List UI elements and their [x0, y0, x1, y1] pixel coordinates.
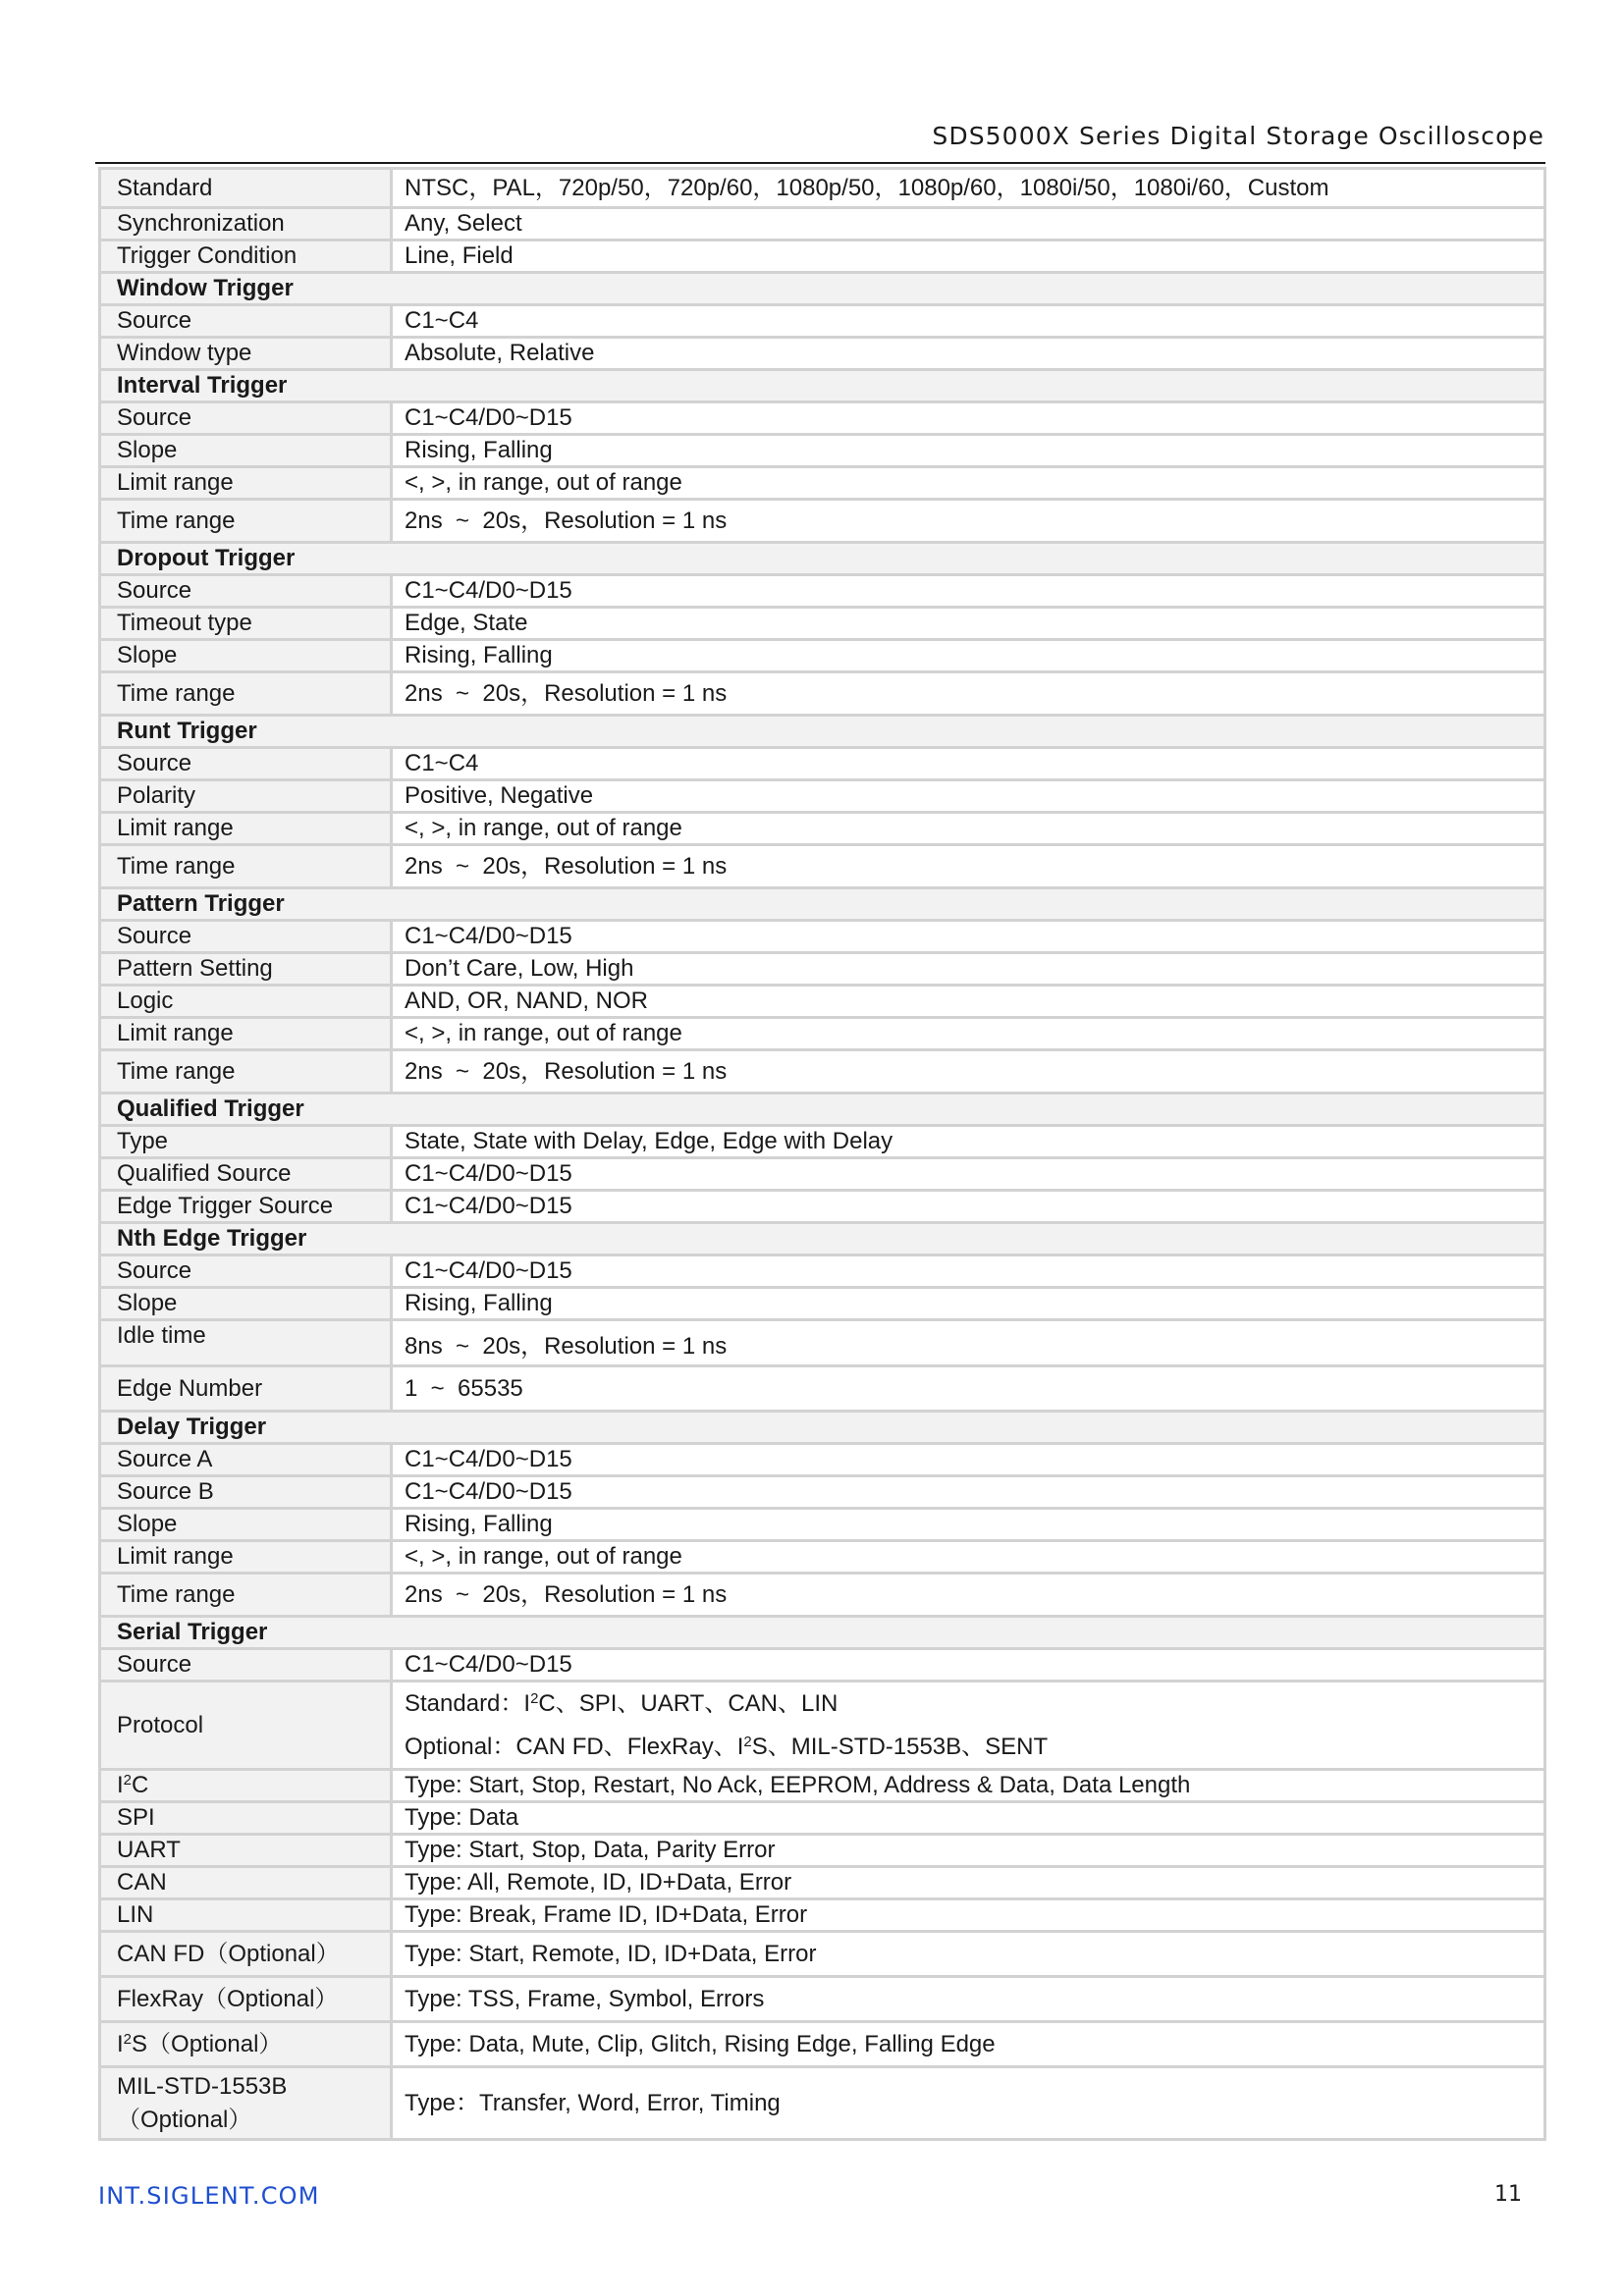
row-value: NTSC，PAL，720p/50，720p/60，1080p/50，1080p/60，1080i/50，1080i/60，Custom: [392, 169, 1545, 208]
row-value: 2ns ~ 20s，Resolution = 1 ns: [392, 500, 1545, 543]
row-value: 2ns ~ 20s，Resolution = 1 ns: [392, 1050, 1545, 1094]
section-heading: Pattern Trigger: [100, 888, 1545, 921]
row-label: Idle time: [100, 1320, 392, 1366]
spec-table: [98, 167, 1546, 2141]
row-label: LIN: [100, 1899, 392, 1932]
table-row: [100, 845, 1545, 888]
table-row: [100, 208, 1545, 240]
row-label: CAN FD（Optional）: [100, 1932, 392, 1977]
row-value: C1~C4/D0~D15: [392, 575, 1545, 608]
row-value: Rising, Falling: [392, 1288, 1545, 1320]
table-row: [100, 813, 1545, 845]
row-value: C1~C4/D0~D15: [392, 1158, 1545, 1191]
table-row: [100, 240, 1545, 273]
row-value: State, State with Delay, Edge, Edge with Delay: [392, 1126, 1545, 1158]
row-label: Slope: [100, 435, 392, 467]
table-row: [100, 435, 1545, 467]
table-row: [100, 780, 1545, 813]
row-value: Type: Start, Remote, ID, ID+Data, Error: [392, 1932, 1545, 1977]
row-label: Polarity: [100, 780, 392, 813]
table-row: [100, 1255, 1545, 1288]
row-value: C1~C4/D0~D15: [392, 1476, 1545, 1509]
row-value-protocol: [392, 1682, 1545, 1770]
row-label: SPI: [100, 1802, 392, 1835]
row-value: <, >, in range, out of range: [392, 813, 1545, 845]
row-label: Limit range: [100, 813, 392, 845]
row-label: Source: [100, 921, 392, 953]
row-label: Time range: [100, 845, 392, 888]
section-row: [100, 1094, 1545, 1126]
row-value: AND, OR, NAND, NOR: [392, 986, 1545, 1018]
row-label: MIL-STD-1553B （Optional）: [100, 2067, 392, 2140]
row-value: Type: Break, Frame ID, ID+Data, Error: [392, 1899, 1545, 1932]
row-value: Rising, Falling: [392, 1509, 1545, 1541]
row-label: Slope: [100, 1288, 392, 1320]
table-row: [100, 986, 1545, 1018]
table-row: [100, 1835, 1545, 1867]
row-value: C1~C4/D0~D15: [392, 921, 1545, 953]
row-label: Pattern Setting: [100, 953, 392, 986]
table-row: [100, 640, 1545, 672]
table-row: [100, 1191, 1545, 1223]
table-row: [100, 467, 1545, 500]
row-label: Source B: [100, 1476, 392, 1509]
protocol-optional-line: Optional：CAN FD、FlexRay、$I^2S$、MIL-STD-1553B、SENT: [405, 1733, 1049, 1760]
section-row: [100, 1617, 1545, 1649]
row-value: Edge, State: [392, 608, 1545, 640]
row-label: Logic: [100, 986, 392, 1018]
table-row: [100, 1050, 1545, 1094]
row-label: Source: [100, 305, 392, 338]
row-label: Standard: [100, 169, 392, 208]
table-row: [100, 1932, 1545, 1977]
section-heading: Qualified Trigger: [100, 1094, 1545, 1126]
row-value: Type: Start, Stop, Restart, No Ack, EEPROM, Address & Data, Data Length: [392, 1770, 1545, 1802]
row-value: Type：Transfer, Word, Error, Timing: [392, 2067, 1545, 2140]
row-label: Window type: [100, 338, 392, 370]
table-row: [100, 1126, 1545, 1158]
row-label: Source: [100, 1649, 392, 1682]
table-row: [100, 921, 1545, 953]
row-label: UART: [100, 1835, 392, 1867]
row-label: CAN: [100, 1867, 392, 1899]
row-label: Slope: [100, 1509, 392, 1541]
table-row: [100, 402, 1545, 435]
row-label: Edge Number: [100, 1366, 392, 1412]
table-row: [100, 1802, 1545, 1835]
row-label: $I^2C$: [100, 1770, 392, 1802]
row-value: Rising, Falling: [392, 435, 1545, 467]
row-value: C1~C4/D0~D15: [392, 1255, 1545, 1288]
table-row: [100, 305, 1545, 338]
table-row: [100, 1288, 1545, 1320]
header-divider: [95, 162, 1545, 164]
row-label: Protocol: [100, 1682, 392, 1770]
section-heading: Interval Trigger: [100, 370, 1545, 402]
section-heading: Serial Trigger: [100, 1617, 1545, 1649]
table-row: [100, 1649, 1545, 1682]
section-heading: Window Trigger: [100, 273, 1545, 305]
table-row: [100, 2022, 1545, 2067]
table-row: [100, 1770, 1545, 1802]
row-label: Time range: [100, 1574, 392, 1617]
table-row: [100, 1444, 1545, 1476]
row-label: Time range: [100, 500, 392, 543]
page-header-title: SDS5000X Series Digital Storage Oscilloscope: [932, 122, 1544, 150]
row-value: Don’t Care, Low, High: [392, 953, 1545, 986]
row-value: C1~C4/D0~D15: [392, 402, 1545, 435]
section-row: [100, 370, 1545, 402]
row-value: Positive, Negative: [392, 780, 1545, 813]
row-value: Line, Field: [392, 240, 1545, 273]
section-heading: Delay Trigger: [100, 1412, 1545, 1444]
row-label: Time range: [100, 672, 392, 716]
section-row: [100, 543, 1545, 575]
row-label: Type: [100, 1126, 392, 1158]
row-value: Absolute, Relative: [392, 338, 1545, 370]
section-row: [100, 1412, 1545, 1444]
row-value: C1~C4: [392, 305, 1545, 338]
table-row: [100, 672, 1545, 716]
section-heading: Runt Trigger: [100, 716, 1545, 748]
row-label: Trigger Condition: [100, 240, 392, 273]
table-row: [100, 1366, 1545, 1412]
row-value: 8ns ~ 20s，Resolution = 1 ns: [392, 1320, 1545, 1366]
row-label: Source: [100, 575, 392, 608]
row-label: Limit range: [100, 1018, 392, 1050]
row-value: 2ns ~ 20s，Resolution = 1 ns: [392, 845, 1545, 888]
row-value: C1~C4/D0~D15: [392, 1444, 1545, 1476]
row-value: <, >, in range, out of range: [392, 1018, 1545, 1050]
row-value: <, >, in range, out of range: [392, 1541, 1545, 1574]
row-value: Type: All, Remote, ID, ID+Data, Error: [392, 1867, 1545, 1899]
row-label: Edge Trigger Source: [100, 1191, 392, 1223]
table-row: [100, 1158, 1545, 1191]
row-label: Limit range: [100, 467, 392, 500]
table-row: [100, 575, 1545, 608]
section-row: [100, 1223, 1545, 1255]
section-row: [100, 888, 1545, 921]
row-label: Synchronization: [100, 208, 392, 240]
row-label: Source A: [100, 1444, 392, 1476]
row-label: Qualified Source: [100, 1158, 392, 1191]
table-row: [100, 1476, 1545, 1509]
table-row: [100, 1018, 1545, 1050]
row-value: Type: Start, Stop, Data, Parity Error: [392, 1835, 1545, 1867]
row-value: <, >, in range, out of range: [392, 467, 1545, 500]
protocol-standard-line: Standard：$I^2C$、SPI、UART、CAN、LIN: [405, 1689, 839, 1717]
table-row: [100, 1574, 1545, 1617]
section-heading: Dropout Trigger: [100, 543, 1545, 575]
row-label: $I^2S(Optional)$: [100, 2022, 392, 2067]
section-row: [100, 273, 1545, 305]
row-value: Any, Select: [392, 208, 1545, 240]
row-value: C1~C4/D0~D15: [392, 1191, 1545, 1223]
row-value: C1~C4: [392, 748, 1545, 780]
table-row: [100, 1867, 1545, 1899]
row-value: Type: Data: [392, 1802, 1545, 1835]
footer-website: INT.SIGLENT.COM: [98, 2182, 320, 2210]
table-row: [100, 1977, 1545, 2022]
page-number: 11: [1494, 2182, 1522, 2207]
table-row: [100, 338, 1545, 370]
table-row: [100, 169, 1545, 208]
row-label: Source: [100, 748, 392, 780]
row-label: Slope: [100, 640, 392, 672]
table-row: [100, 1509, 1545, 1541]
table-row: [100, 608, 1545, 640]
row-label: FlexRay（Optional）: [100, 1977, 392, 2022]
row-label: Time range: [100, 1050, 392, 1094]
row-value: Type: TSS, Frame, Symbol, Errors: [392, 1977, 1545, 2022]
row-value: 2ns ~ 20s，Resolution = 1 ns: [392, 672, 1545, 716]
row-value: Rising, Falling: [392, 640, 1545, 672]
row-value: C1~C4/D0~D15: [392, 1649, 1545, 1682]
table-row: [100, 500, 1545, 543]
row-label: Source: [100, 1255, 392, 1288]
table-row: [100, 953, 1545, 986]
table-row: [100, 1541, 1545, 1574]
row-label: Timeout type: [100, 608, 392, 640]
row-value: 1 ~ 65535: [392, 1366, 1545, 1412]
row-value: Type: Data, Mute, Clip, Glitch, Rising Edge, Falling Edge: [392, 2022, 1545, 2067]
section-row: [100, 716, 1545, 748]
table-row: [100, 1682, 1545, 1770]
table-row: [100, 2067, 1545, 2140]
table-row: [100, 1320, 1545, 1366]
row-label: Limit range: [100, 1541, 392, 1574]
table-row: [100, 748, 1545, 780]
row-value: 2ns ~ 20s，Resolution = 1 ns: [392, 1574, 1545, 1617]
table-row: [100, 1899, 1545, 1932]
row-label: Source: [100, 402, 392, 435]
section-heading: Nth Edge Trigger: [100, 1223, 1545, 1255]
